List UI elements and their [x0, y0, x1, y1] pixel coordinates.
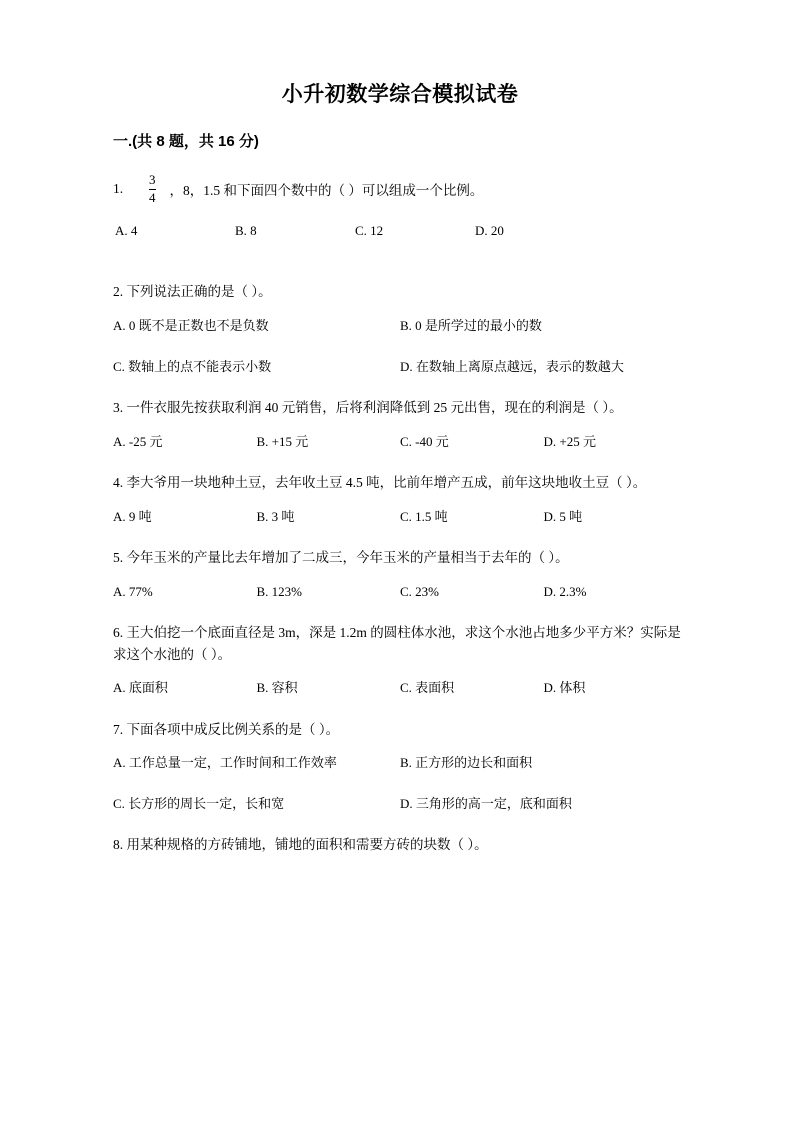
page-title: 小升初数学综合模拟试卷 — [281, 83, 519, 106]
option-c[interactable]: C. 长方形的周长一定，长和宽 — [113, 796, 285, 812]
question-4-options — [113, 506, 687, 527]
option-b[interactable]: B. 3 吨 — [256, 508, 295, 524]
question-5-stem: 5. 今年玉米的产量比去年增加了二成三，今年玉米的产量相当于去年的（ ）。 — [113, 549, 569, 565]
question-3-stem: 3. 一件衣服先按获取利润 40 元销售，后将利润降低到 25 元出售，现在的利润是（ ）。 — [113, 400, 623, 416]
option-c[interactable]: C. 12 — [355, 223, 384, 239]
option-a[interactable]: A. 4 — [115, 223, 138, 239]
question-7-stem: 7. 下面各项中成反比例关系的是（ ）。 — [113, 721, 340, 737]
option-b[interactable]: B. 8 — [235, 223, 257, 239]
option-a[interactable]: A. -25 元 — [113, 433, 163, 449]
option-a[interactable]: A. 底面积 — [113, 680, 168, 696]
option-c[interactable]: C. -40 元 — [400, 433, 449, 449]
option-d[interactable]: D. 体积 — [543, 680, 586, 696]
question-2-options-row-2 — [113, 356, 687, 377]
option-d[interactable]: D. 2.3% — [543, 583, 587, 599]
question-1-number: 1. — [113, 181, 124, 197]
option-b[interactable]: B. 正方形的边长和面积 — [400, 755, 533, 771]
fraction-three-quarters — [149, 173, 156, 205]
option-c[interactable]: C. 表面积 — [400, 680, 455, 696]
question-3-options — [113, 431, 687, 452]
fraction-numerator: 3 — [149, 172, 156, 187]
question-6-options — [113, 677, 687, 698]
question-1-options — [113, 223, 687, 239]
option-d[interactable]: D. 5 吨 — [543, 508, 583, 524]
question-5-options — [113, 581, 687, 602]
option-d[interactable]: D. 20 — [475, 223, 504, 239]
section-heading: 一.(共 8 题，共 16 分) — [113, 133, 259, 150]
question-8-stem: 8. 用某种规格的方砖铺地，铺地的面积和需要方砖的块数（ ）。 — [113, 837, 488, 853]
question-1-text: ，8，1.5 和下面四个数中的（ ）可以组成一个比例。 — [169, 183, 484, 199]
option-b[interactable]: B. 容积 — [256, 680, 298, 696]
question-1-stem — [113, 173, 687, 205]
question-2-options-row-1 — [113, 315, 687, 336]
option-d[interactable]: D. +25 元 — [543, 433, 596, 449]
question-7-options-row-2 — [113, 793, 687, 814]
option-c[interactable]: C. 数轴上的点不能表示小数 — [113, 359, 272, 374]
question-6-stem: 6. 王大伯挖一个底面直径是 3m，深是 1.2m 的圆柱体水池，求这个水池占地多少平方米？实际是求这个水池的（ ）。 — [113, 624, 681, 662]
question-7-options-row-1 — [113, 752, 687, 773]
option-a[interactable]: A. 9 吨 — [113, 508, 152, 524]
fraction-denominator: 4 — [149, 189, 156, 205]
option-b[interactable]: B. 123% — [256, 583, 302, 599]
option-a[interactable]: A. 工作总量一定，工作时间和工作效率 — [113, 755, 337, 771]
option-a[interactable]: A. 0 既不是正数也不是负数 — [113, 317, 269, 333]
question-4-stem: 4. 李大爷用一块地种土豆，去年收土豆 4.5 吨，比前年增产五成，前年这块地收土豆（ ）。 — [113, 474, 647, 490]
option-c[interactable]: C. 23% — [400, 583, 439, 599]
question-2-stem: 2. 下列说法正确的是（ ）。 — [113, 284, 272, 300]
option-c[interactable]: C. 1.5 吨 — [400, 508, 448, 524]
option-b[interactable]: B. 0 是所学过的最小的数 — [400, 317, 542, 333]
option-b[interactable]: B. +15 元 — [256, 433, 309, 449]
option-d[interactable]: D. 在数轴上离原点越远，表示的数越大 — [400, 359, 624, 374]
option-a[interactable]: A. 77% — [113, 583, 153, 599]
option-d[interactable]: D. 三角形的高一定，底和面积 — [400, 796, 572, 812]
